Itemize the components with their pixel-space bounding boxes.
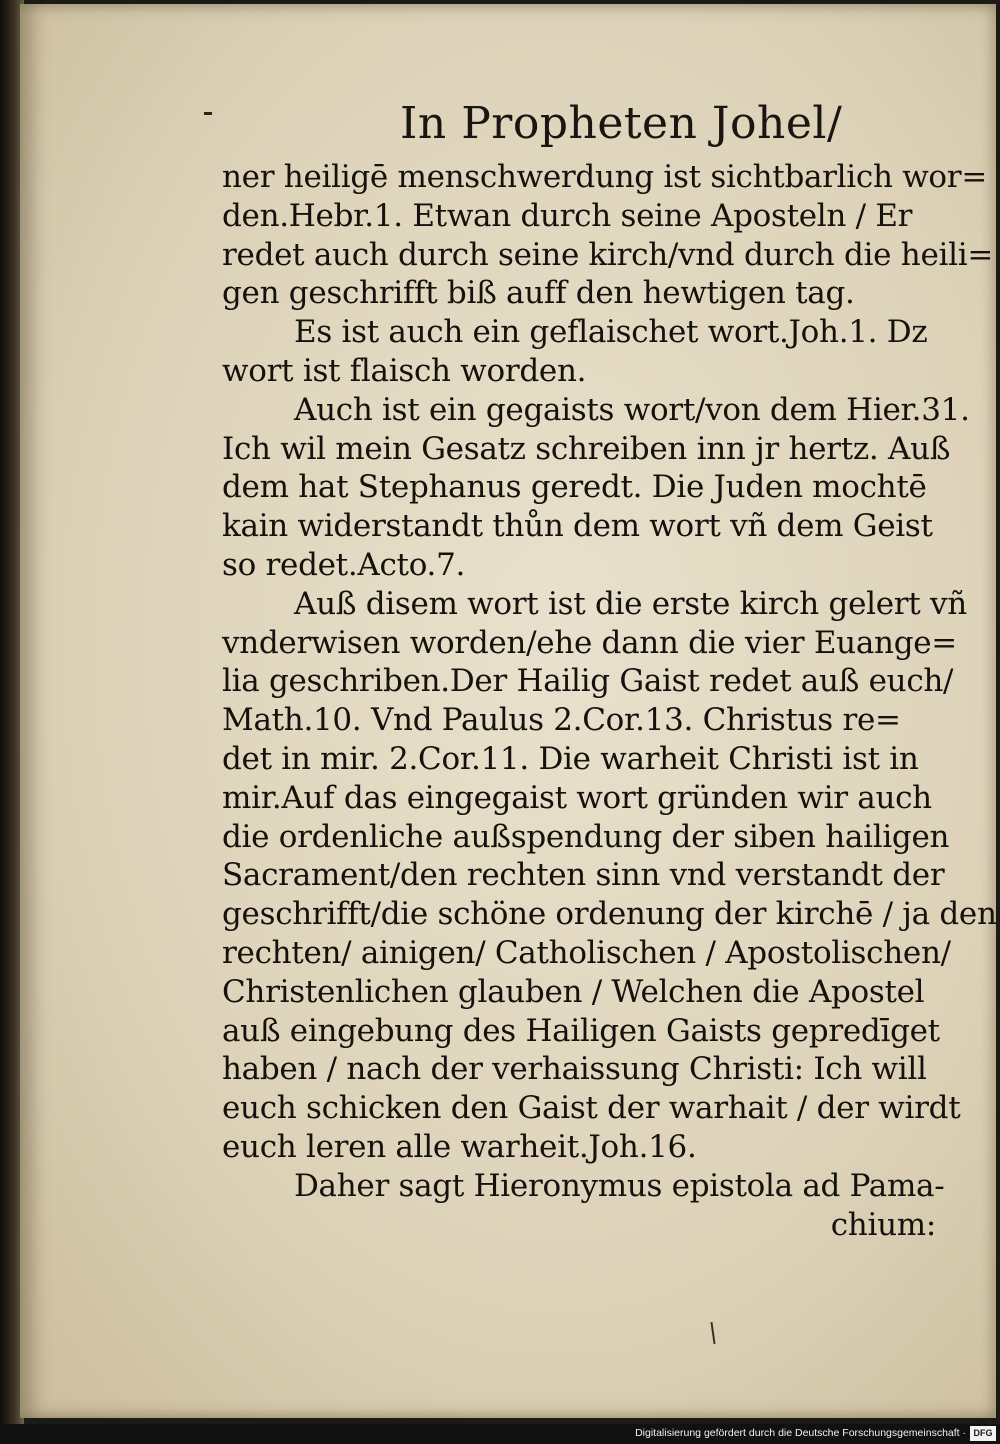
text-line: redet auch durch seine kirch/vnd durch die heili= bbox=[222, 236, 994, 273]
dfg-logo: DFG bbox=[970, 1426, 996, 1441]
text-line: auß eingebung des Hailigen Gaists gepredīget bbox=[222, 1012, 940, 1049]
text-line: geschrifft/die schöne ordenung der kirchē / ja den bbox=[222, 896, 997, 933]
text-line: gen geschrifft biß auff den hewtigen tag. bbox=[222, 275, 855, 312]
text-line: Christenlichen glauben / Welchen die Apostel bbox=[222, 973, 925, 1010]
text-line: Auch ist ein gegaists wort/von dem Hier.31. bbox=[294, 391, 970, 428]
text-block bbox=[222, 96, 997, 1244]
text-line: ner heiligē menschwerdung ist sichtbarlich wor= bbox=[222, 159, 987, 195]
text-line: wort ist flaisch worden. bbox=[222, 352, 587, 389]
text-line: mir.Auf das eingegaist wort gründen wir auch bbox=[222, 779, 932, 816]
text-line: vnderwisen worden/ehe dann die vier Euange= bbox=[222, 624, 957, 661]
text-line: chium: bbox=[830, 1206, 936, 1243]
text-line: die ordenliche außspendung der siben hailigen bbox=[222, 818, 950, 855]
text-line: lia geschriben.Der Hailig Gaist redet auß euch/ bbox=[222, 663, 954, 700]
text-line: euch schicken den Gaist der warhait / der wirdt bbox=[222, 1090, 961, 1127]
body-text bbox=[222, 158, 997, 1244]
text-line: Ich wil mein Gesatz schreiben inn jr hertz. Auß bbox=[222, 430, 951, 467]
text-line: den.Hebr.1. Etwan durch seine Aposteln / Er bbox=[222, 197, 913, 234]
text-line: Auß disem wort ist die erste kirch gelert vñ bbox=[294, 585, 967, 622]
text-line: kain widerstandt thůn dem wort vñ dem Geist bbox=[222, 508, 933, 545]
text-line: so redet.Acto.7. bbox=[222, 546, 466, 583]
text-line: Sacrament/den rechten sinn vnd verstandt der bbox=[222, 857, 945, 894]
text-line: dem hat Stephanus geredt. Die Juden mochtē bbox=[222, 469, 927, 506]
text-line: rechten/ ainigen/ Catholischen / Apostolischen/ bbox=[222, 934, 951, 971]
funding-credit: Digitalisierung gefördert durch die Deutsche Forschungsgemeinschaft · bbox=[635, 1427, 966, 1439]
text-line: haben / nach der verhaissung Christi: Ich will bbox=[222, 1051, 927, 1088]
text-line: Math.10. Vnd Paulus 2.Cor.13. Christus re= bbox=[222, 702, 901, 739]
text-line: euch leren alle warheit.Joh.16. bbox=[222, 1128, 697, 1165]
printer-mark bbox=[204, 112, 212, 115]
text-line: det in mir. 2.Cor.11. Die warheit Christi ist in bbox=[222, 740, 919, 777]
text-line: Daher sagt Hieronymus epistola ad Pama- bbox=[294, 1167, 945, 1204]
text-line: Es ist auch ein geflaischet wort.Joh.1. Dz bbox=[294, 314, 928, 351]
running-head: In Propheten Johel/ bbox=[400, 98, 843, 149]
